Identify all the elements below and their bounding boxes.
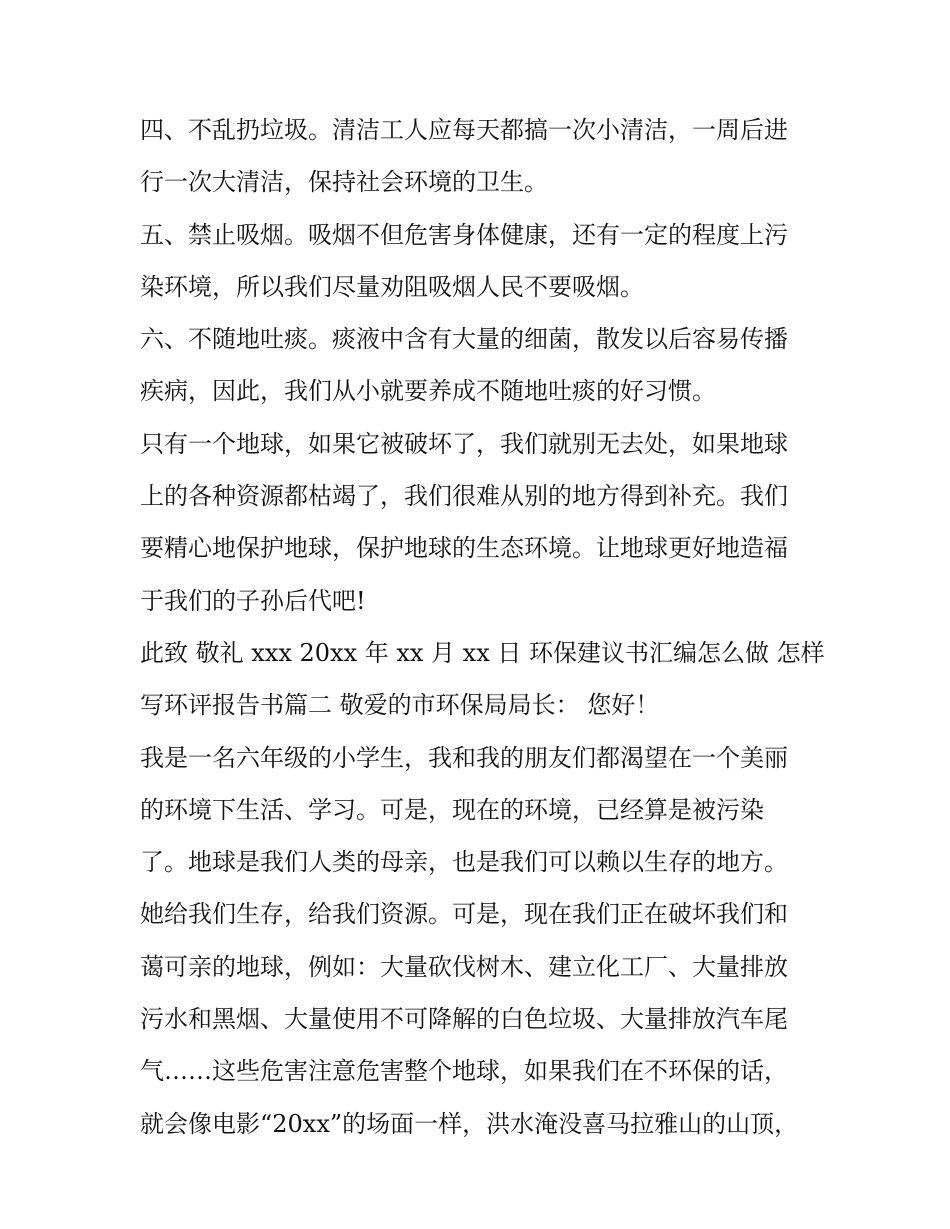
text-line: 了。地球是我们人类的母亲，也是我们可以赖以生存的地方。: [140, 848, 788, 877]
text-line: 写环评报告书篇二 敬爱的市环保局局长： 您好！: [140, 691, 660, 720]
text-line: 五、禁止吸烟。吸烟不但危害身体健康，还有一定的程度上污: [140, 220, 788, 249]
text-line: 气……这些危害注意危害整个地球，如果我们在不环保的话，: [140, 1057, 788, 1086]
text-line: 蔼可亲的地球，例如：大量砍伐树木、建立化工厂、大量排放: [140, 952, 788, 981]
text-line: 的环境下生活、学习。可是，现在的环境，已经算是被污染: [140, 795, 764, 824]
text-line: 四、不乱扔垃圾。清洁工人应每天都搞一次小清洁，一周后进: [140, 116, 788, 144]
text-line: 上的各种资源都枯竭了，我们很难从别的地方得到补充。我们: [140, 482, 788, 511]
text-line: 要精心地保护地球，保护地球的生态环境。让地球更好地造福: [140, 534, 788, 563]
text-line: 疾病，因此，我们从小就要养成不随地吐痰的好习惯。: [140, 377, 716, 406]
text-line: 行一次大清洁，保持社会环境的卫生。: [140, 168, 548, 197]
text-line: 六、不随地吐痰。痰液中含有大量的细菌，散发以后容易传播: [140, 325, 788, 354]
text-line: 她给我们生存，给我们资源。可是，现在我们正在破坏我们和: [140, 900, 788, 929]
text-line: 污水和黑烟、大量使用不可降解的白色垃圾、大量排放汽车尾: [140, 1005, 788, 1034]
text-line: 就会像电影“20xx”的场面一样，洪水淹没喜马拉雅山的山顶，: [140, 1109, 799, 1138]
text-line: 染环境，所以我们尽量劝阻吸烟人民不要吸烟。: [140, 272, 644, 301]
text-line: 此致 敬礼 xxx 20xx 年 xx 月 xx 日 环保建议书汇编怎么做 怎样: [140, 638, 825, 667]
body-text: [140, 104, 825, 1150]
text-line: 我是一名六年级的小学生，我和我的朋友们都渴望在一个美丽: [140, 743, 788, 772]
text-line: 于我们的子孙后代吧!: [140, 586, 366, 615]
text-line: 只有一个地球，如果它被破坏了，我们就别无去处，如果地球: [140, 429, 788, 458]
